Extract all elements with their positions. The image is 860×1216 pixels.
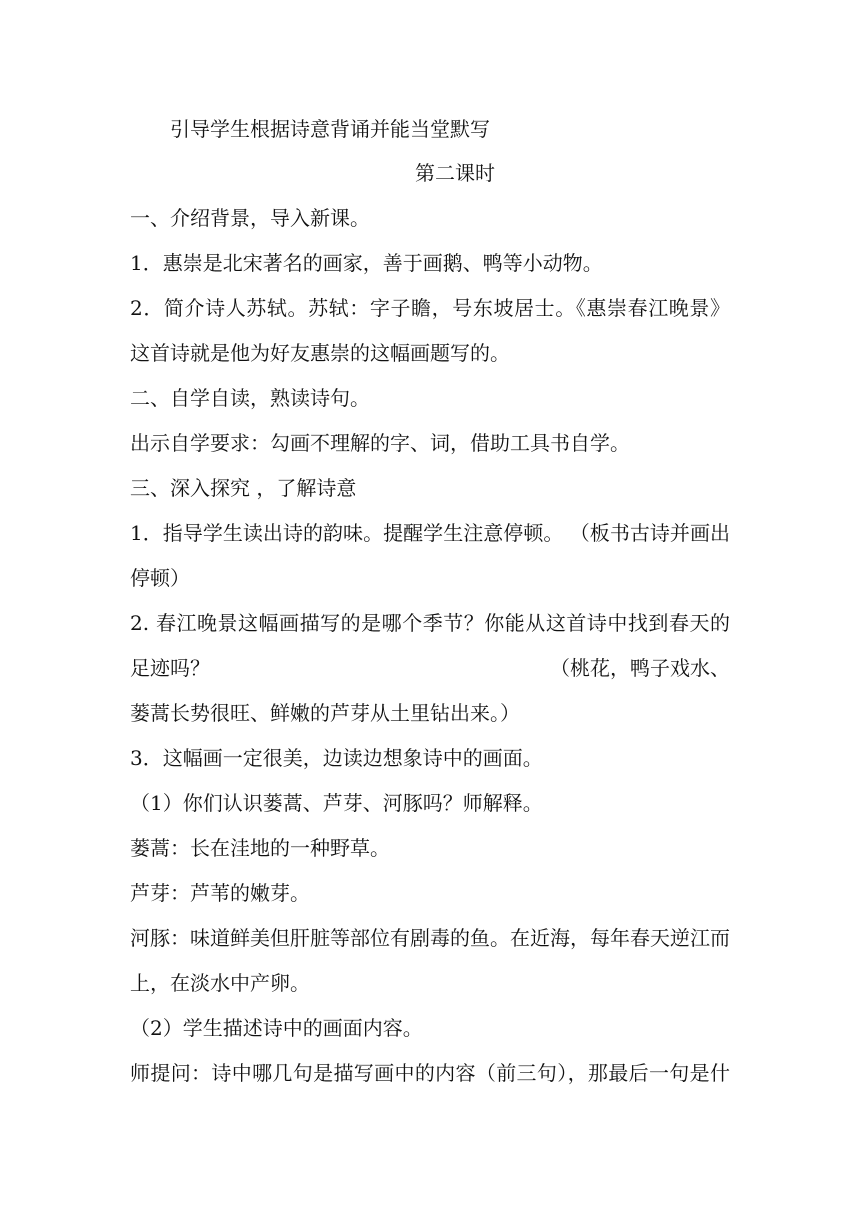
- text-line: 1．惠崇是北宋著名的画家，善于画鹅、鸭等小动物。: [130, 251, 603, 275]
- section-heading-1: 一、介绍背景，导入新课。: [130, 206, 370, 230]
- text-line: 蒌蒿长势很旺、鲜嫩的芦芽从土里钻出来。）: [130, 701, 520, 725]
- text-line: 2. 春江晚景这幅画描写的是哪个季节？你能从这首诗中找到春天的: [130, 611, 730, 635]
- text-line: 这首诗就是他为好友惠崇的这幅画题写的。: [130, 341, 510, 365]
- text-line: 2．简介诗人苏轼。苏轼：字子瞻，号东坡居士。《惠崇春江晚景》: [130, 296, 730, 320]
- text-line-objective: 引导学生根据诗意背诵并能当堂默写: [170, 117, 490, 141]
- text-line: 上，在淡水中产卵。: [130, 971, 310, 995]
- text-line: 停顿）: [130, 566, 190, 590]
- text-segment: 足迹吗？: [130, 656, 210, 680]
- text-line: 出示自学要求：勾画不理解的字、词，借助工具书自学。: [130, 431, 630, 455]
- text-line: （1）你们认识蒌蒿、芦芽、河豚吗？师解释。: [130, 791, 543, 815]
- text-line: 河豚：味道鲜美但肝脏等部位有剧毒的鱼。在近海，每年春天逆江而: [130, 926, 730, 950]
- text-line: 3．这幅画一定很美，边读边想象诗中的画面。: [130, 746, 543, 770]
- text-line: 蒌蒿：长在洼地的一种野草。: [130, 836, 390, 860]
- text-line: 芦芽：芦苇的嫩芽。: [130, 881, 310, 905]
- text-segment: （桃花，鸭子戏水、: [550, 656, 730, 680]
- lesson-heading: 第二课时: [415, 161, 495, 185]
- section-heading-3: 三、深入探究 ，了解诗意: [130, 476, 357, 500]
- text-line: 1．指导学生读出诗的韵味。提醒学生注意停顿。 （板书古诗并画出: [130, 521, 730, 545]
- section-heading-2: 二、自学自读，熟读诗句。: [130, 386, 370, 410]
- text-line: 师提问：诗中哪几句是描写画中的内容（前三句），那最后一句是什: [130, 1061, 730, 1085]
- text-line: （2）学生描述诗中的画面内容。: [130, 1016, 423, 1040]
- text-line-split: [130, 654, 730, 682]
